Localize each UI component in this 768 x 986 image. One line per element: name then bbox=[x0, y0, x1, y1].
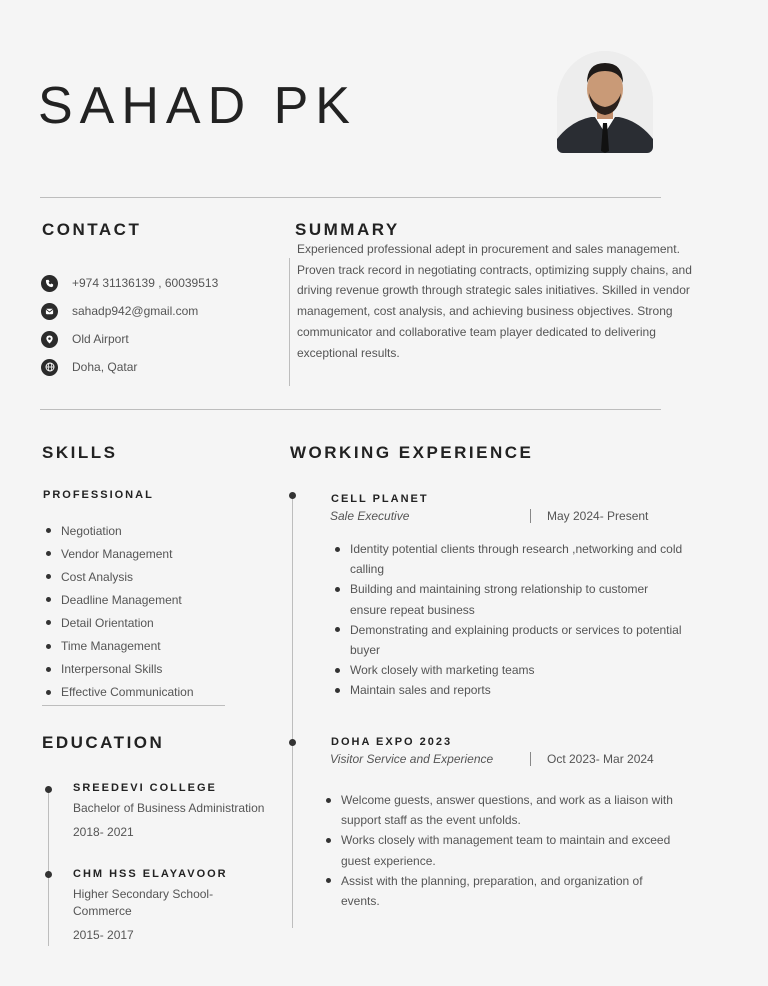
skill-item bbox=[46, 658, 194, 681]
timeline-dot bbox=[45, 786, 52, 793]
profile-photo bbox=[557, 51, 653, 153]
education-school: SREEDEVI COLLEGE bbox=[73, 782, 217, 794]
bullet-dot bbox=[335, 668, 340, 673]
job-role: Sale Executive bbox=[330, 509, 410, 523]
job-role: Visitor Service and Experience bbox=[330, 752, 494, 766]
candidate-name: SAHAD PK bbox=[38, 77, 357, 135]
experience-timeline bbox=[292, 496, 293, 928]
skill-label: Detail Orientation bbox=[61, 615, 154, 630]
summary-text: Experienced professional adept in procurement and sales management. Proven track record in negotiating contracts, optimizing supply chains, and driving revenue growth through strategic sales initiatives. Skilled in vendor management, cost analysis, and achieving business objectives. Strong communicator and collaborative team player dedicated to delivering exceptional results. bbox=[297, 242, 692, 360]
bullet-dot bbox=[46, 667, 51, 672]
skill-item bbox=[46, 542, 194, 565]
education-timeline bbox=[48, 786, 49, 946]
education-years: 2018- 2021 bbox=[73, 825, 134, 839]
bullet-dot bbox=[46, 528, 51, 533]
phone-icon bbox=[41, 275, 58, 292]
job-company: DOHA EXPO 2023 bbox=[331, 736, 453, 748]
education-heading: EDUCATION bbox=[42, 733, 165, 752]
bullet-dot bbox=[46, 574, 51, 579]
job-duties bbox=[326, 790, 674, 911]
contact-heading: CONTACT bbox=[42, 220, 142, 239]
duty-text: Works closely with management team to maintain and exceed guest experience. bbox=[341, 833, 671, 868]
experience-heading: WORKING EXPERIENCE bbox=[290, 443, 534, 462]
bullet-dot bbox=[46, 551, 51, 556]
city-text: Doha, Qatar bbox=[72, 360, 138, 374]
job-duties bbox=[335, 539, 685, 701]
duty-item bbox=[326, 790, 674, 830]
bullet-dot bbox=[326, 838, 331, 843]
duty-text: Building and maintaining strong relationship to customer ensure repeat business bbox=[350, 582, 649, 617]
job-date: Oct 2023- Mar 2024 bbox=[547, 752, 654, 766]
date-separator bbox=[530, 752, 531, 766]
email-address: sahadp942@gmail.com bbox=[72, 304, 199, 318]
education-school: CHM HSS ELAYAVOOR bbox=[73, 868, 228, 880]
duty-item bbox=[335, 680, 685, 700]
skill-item bbox=[46, 588, 194, 611]
duty-text: Demonstrating and explaining products or services to potential buyer bbox=[350, 622, 682, 658]
duty-item bbox=[326, 830, 674, 870]
skill-label: Time Management bbox=[61, 639, 161, 654]
phone-number: +974 31136139 , 60039513 bbox=[72, 276, 219, 290]
location-text: Old Airport bbox=[72, 332, 129, 346]
contact-city bbox=[41, 358, 137, 376]
skills-heading: SKILLS bbox=[42, 443, 118, 462]
bullet-dot bbox=[326, 798, 331, 803]
summary-rule bbox=[289, 258, 290, 386]
duty-item bbox=[326, 871, 674, 911]
contact-email bbox=[41, 302, 198, 320]
section-divider bbox=[40, 409, 661, 410]
skill-item bbox=[46, 681, 194, 704]
skills-list bbox=[46, 519, 194, 704]
bullet-dot bbox=[46, 597, 51, 602]
timeline-dot bbox=[45, 871, 52, 878]
skills-divider bbox=[42, 705, 225, 706]
skill-label: Deadline Management bbox=[61, 592, 182, 607]
duty-text: Work closely with marketing teams bbox=[350, 663, 535, 678]
education-years: 2015- 2017 bbox=[73, 928, 134, 942]
duty-item bbox=[335, 620, 685, 660]
duty-text: Maintain sales and reports bbox=[350, 683, 491, 698]
skill-label: Negotiation bbox=[61, 523, 122, 538]
duty-text: Identity potential clients through research ,networking and cold calling bbox=[350, 542, 683, 577]
date-separator bbox=[530, 509, 531, 523]
bullet-dot bbox=[46, 690, 51, 695]
bullet-dot bbox=[335, 688, 340, 693]
education-degree: Bachelor of Business Administration bbox=[73, 801, 265, 815]
email-icon bbox=[41, 303, 58, 320]
bullet-dot bbox=[46, 620, 51, 625]
globe-icon bbox=[41, 359, 58, 376]
job-company: CELL PLANET bbox=[331, 493, 429, 505]
bullet-dot bbox=[335, 587, 340, 592]
skill-item bbox=[46, 565, 194, 588]
bullet-dot bbox=[46, 644, 51, 649]
education-degree: Higher Secondary School-Commerce bbox=[73, 887, 214, 918]
timeline-dot bbox=[289, 492, 296, 499]
duty-text: Assist with the planning, preparation, and organization of events. bbox=[341, 873, 643, 909]
duty-item bbox=[335, 579, 685, 619]
bullet-dot bbox=[326, 878, 331, 883]
skill-item bbox=[46, 634, 194, 657]
duty-item bbox=[335, 539, 685, 579]
duty-item bbox=[335, 660, 685, 680]
skill-label: Effective Communication bbox=[61, 685, 194, 700]
timeline-dot bbox=[289, 739, 296, 746]
summary-heading: SUMMARY bbox=[295, 220, 400, 239]
skill-label: Cost Analysis bbox=[61, 569, 134, 584]
contact-phone bbox=[41, 274, 218, 292]
skill-label: Vendor Management bbox=[61, 546, 173, 561]
bullet-dot bbox=[335, 547, 340, 552]
duty-text: Welcome guests, answer questions, and work as a liaison with support staff as the event unfolds. bbox=[341, 793, 673, 828]
location-pin-icon bbox=[41, 331, 58, 348]
header-divider bbox=[40, 197, 661, 198]
bullet-dot bbox=[335, 627, 340, 632]
skills-subheading: PROFESSIONAL bbox=[43, 489, 154, 501]
skill-item bbox=[46, 519, 194, 542]
contact-location bbox=[41, 330, 129, 348]
skill-item bbox=[46, 611, 194, 634]
skill-label: Interpersonal Skills bbox=[61, 662, 163, 677]
job-date: May 2024- Present bbox=[547, 509, 649, 523]
